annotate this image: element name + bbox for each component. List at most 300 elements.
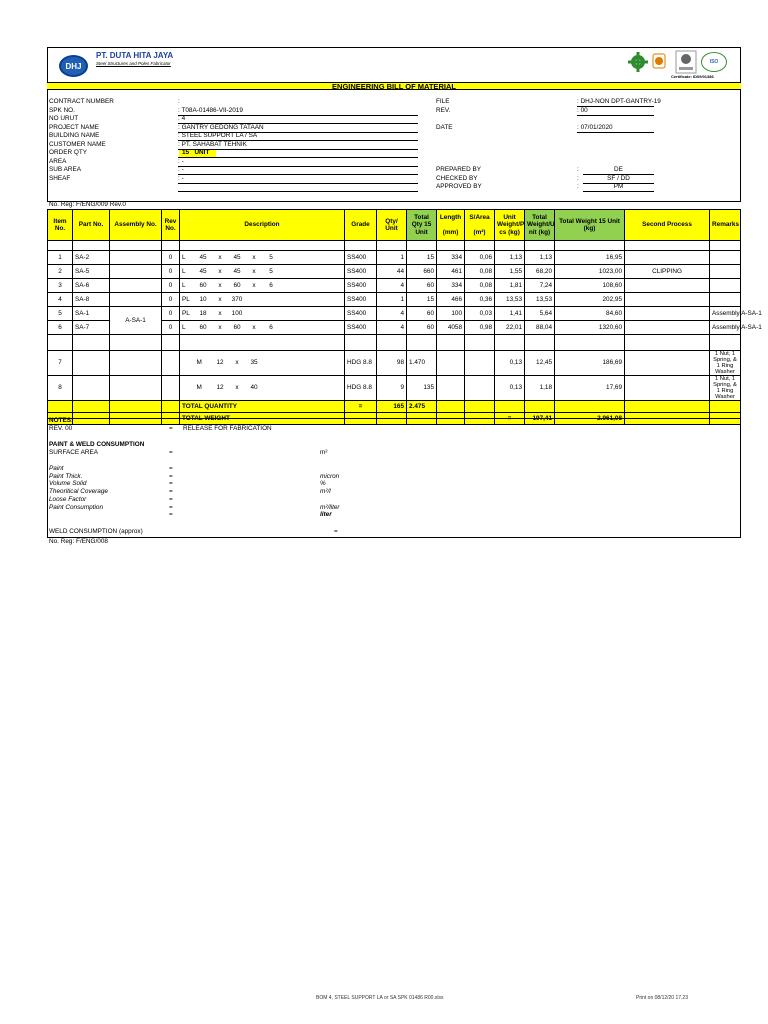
no-urut-text: 4 — [181, 115, 186, 122]
cell-grade: SS400 — [345, 279, 377, 293]
colon: : — [577, 166, 579, 173]
label-checked: CHECKED BY — [436, 175, 478, 182]
building-value: : STEEL SUPPORT LA / SA — [178, 132, 258, 139]
cell-desc-pad — [280, 265, 345, 279]
cell — [407, 241, 437, 251]
cell — [162, 401, 180, 413]
cell — [437, 335, 465, 351]
cell-length: 334 — [437, 279, 465, 293]
cell-qty: 4 — [377, 321, 407, 335]
cell-part — [73, 351, 110, 376]
cell-desc-pad — [280, 279, 345, 293]
cell-x1: x — [212, 293, 229, 307]
cell-dim2: 40 — [246, 376, 263, 401]
cell — [495, 335, 525, 351]
cell — [465, 241, 495, 251]
project-value: : GANTRY GEDONG TATAAN — [178, 124, 264, 131]
cell-grade: SS400 — [345, 307, 377, 321]
cell-desc-pad — [280, 351, 345, 376]
bom-table — [47, 209, 762, 425]
total-quantity-qty: 165 — [377, 401, 407, 413]
cell-desc-pad — [280, 321, 345, 335]
cell-unit-weight: 22,01 — [495, 321, 525, 335]
cell-remarks: 1 Nut, 1 Spring, & 1 Ring Washer — [710, 351, 741, 376]
cell-part: SA-7 — [73, 321, 110, 335]
cell-part — [73, 376, 110, 401]
cell-qty: 44 — [377, 265, 407, 279]
building-text: STEEL SUPPORT LA / SA — [181, 132, 258, 139]
document-title: ENGINEERING BILL OF MATERIAL — [332, 82, 456, 91]
cell-area — [465, 351, 495, 376]
cell — [555, 241, 625, 251]
colon: : — [577, 183, 579, 190]
cell-dim2: 60 — [229, 321, 246, 335]
cell-assembly — [110, 265, 162, 279]
cell-x2: x — [246, 321, 263, 335]
cell-total-weight: 1,13 — [525, 251, 555, 265]
table-row — [48, 351, 741, 376]
order-qty-value — [179, 150, 216, 157]
cell-assembly — [110, 279, 162, 293]
cell-total-weight: 5,64 — [525, 307, 555, 321]
cell-area: 0,06 — [465, 251, 495, 265]
volume-solid-eq: = — [169, 480, 173, 487]
project-text: GANTRY GEDONG TATAAN — [181, 124, 264, 131]
cell — [48, 401, 73, 413]
cell — [525, 401, 555, 413]
cell — [73, 335, 110, 351]
cell-x2 — [246, 307, 263, 321]
table-row — [48, 293, 741, 307]
cell-desc-pad — [280, 376, 345, 401]
cell-remarks: Assembly A-SA-1 — [710, 307, 741, 321]
cell-unit-weight: 1,55 — [495, 265, 525, 279]
footer-print-date: Print on 08/12/20 17.23 — [636, 995, 688, 1001]
cell-total-weight: 1,18 — [525, 376, 555, 401]
label-building: BUILDING NAME — [49, 132, 100, 139]
cell-part: SA-5 — [73, 265, 110, 279]
cell-total-weight: 88,04 — [525, 321, 555, 335]
cell-rev: 0 — [162, 293, 180, 307]
certificate-number: Certificate: ID09/01386 — [671, 74, 714, 79]
cell-assembly — [110, 251, 162, 265]
header-rev: Rev No. — [162, 210, 180, 241]
label-sub-area: SUB AREA — [49, 166, 81, 173]
total-quantity-tqty: 2.475 — [407, 401, 437, 413]
cell-profile: M — [195, 351, 212, 376]
sarea-label: S/Area — [469, 213, 490, 221]
cell-remarks — [710, 279, 741, 293]
table-row — [48, 251, 741, 265]
cell — [465, 401, 495, 413]
coverage-unit: m²/l — [320, 488, 331, 495]
paint-consumption-unit: m²/liter — [320, 504, 340, 511]
cell-profile: PL — [180, 307, 195, 321]
cell-length — [437, 351, 465, 376]
cell — [110, 335, 162, 351]
header-total-weight-15: Total Weight 15 Unit (kg) — [555, 210, 625, 241]
header-grade: Grade — [345, 210, 377, 241]
cell-area: 0,03 — [465, 307, 495, 321]
cell-item: 1 — [48, 251, 73, 265]
liter-unit: liter — [320, 511, 332, 518]
cell-remarks: 1 Nut, 1 Spring, & 1 Ring Washer — [710, 376, 741, 401]
header-total-weight-unit: Total Weight/U nit (kg) — [525, 210, 555, 241]
cell-dim1: 12 — [212, 376, 229, 401]
cell-total-weight: 13,53 — [525, 293, 555, 307]
table-row — [48, 265, 741, 279]
coverage-eq: = — [169, 488, 173, 495]
cell-length: 4058 — [437, 321, 465, 335]
table-row — [48, 307, 741, 321]
total-quantity-eq: = — [345, 401, 377, 413]
weld-consumption-label: WELD CONSUMPTION (approx) — [49, 528, 143, 535]
cell-remarks — [710, 293, 741, 307]
logo-text: DHJ — [65, 61, 82, 71]
underline — [577, 115, 654, 116]
cell-profile: L — [180, 279, 195, 293]
table-row — [48, 376, 741, 401]
cell-second — [625, 251, 710, 265]
cell-total-weight-15: 1023,00 — [555, 265, 625, 279]
cell-total-qty: 15 — [407, 251, 437, 265]
table-row-spacer — [48, 241, 741, 251]
table-row-spacer — [48, 335, 741, 351]
cell-second — [625, 376, 710, 401]
cell-total-weight: 7,24 — [525, 279, 555, 293]
loose-factor-eq: = — [169, 496, 173, 503]
cell-profile: M — [195, 376, 212, 401]
sheaf-value: : - — [178, 175, 184, 182]
cell-item: 4 — [48, 293, 73, 307]
cell-grade: SS400 — [345, 293, 377, 307]
header-description: Description — [180, 210, 345, 241]
cell-dim2: 45 — [229, 251, 246, 265]
underline — [178, 183, 418, 184]
cell-remarks: Assembly A-SA-1 — [710, 321, 741, 335]
label-customer: CUSTOMER NAME — [49, 141, 106, 148]
header-second-process: Second Process — [625, 210, 710, 241]
cell — [465, 335, 495, 351]
cell-item: 3 — [48, 279, 73, 293]
cell — [110, 241, 162, 251]
length-unit: (mm) — [442, 228, 459, 236]
loose-factor-label: Loose Factor — [49, 496, 87, 503]
cell-pad — [263, 376, 280, 401]
cell-part: SA-2 — [73, 251, 110, 265]
cell-qty: 4 — [377, 279, 407, 293]
cell-rev: 0 — [162, 321, 180, 335]
sub-area-value: : - — [178, 166, 184, 173]
cell-rev — [162, 376, 180, 401]
cell — [495, 401, 525, 413]
cell-total-weight-15: 108,60 — [555, 279, 625, 293]
prepared-value: DE — [614, 166, 623, 173]
cell-item: 7 — [48, 351, 73, 376]
cell-second: CLIPPING — [625, 265, 710, 279]
reg-number-top: No. Reg: F/ENG/009 Rev.0 — [49, 201, 126, 208]
volume-solid-unit: % — [320, 480, 326, 487]
weld-consumption-eq: = — [334, 528, 338, 535]
cell — [437, 241, 465, 251]
cell-unit-weight: 13,53 — [495, 293, 525, 307]
cell — [710, 401, 741, 413]
cell-grade: SS400 — [345, 265, 377, 279]
cell — [162, 241, 180, 251]
cell — [48, 335, 73, 351]
cell-dim2: 45 — [229, 265, 246, 279]
paint-thick-label: Paint Thick. — [49, 473, 83, 480]
cell-item: 6 — [48, 321, 73, 335]
underline — [178, 123, 418, 124]
underline — [178, 149, 418, 150]
paint-weld-title: PAINT & WELD CONSUMPTION — [49, 441, 145, 448]
colon: : — [577, 175, 579, 182]
paint-thick-eq: = — [169, 473, 173, 480]
table-row — [48, 279, 741, 293]
cell-second — [625, 321, 710, 335]
cell-dim1: 45 — [195, 251, 212, 265]
cell — [625, 335, 710, 351]
reg-number-bottom: No. Reg: F/ENG/008 — [49, 538, 108, 545]
liter-eq: = — [169, 511, 173, 518]
cell-dim1: 60 — [195, 279, 212, 293]
cell-total-weight-15: 202,95 — [555, 293, 625, 307]
cert-gear-icon — [626, 52, 650, 72]
cell-length: 466 — [437, 293, 465, 307]
cell-total-weight-15: 16,95 — [555, 251, 625, 265]
header-item: Item No. — [48, 210, 73, 241]
customer-text: PT. SAHABAT TEHNIK — [181, 141, 247, 148]
cell-total-qty: 60 — [407, 321, 437, 335]
cell-part: SA-6 — [73, 279, 110, 293]
cert-iso-text: ISO — [709, 59, 719, 65]
cell-x1: x — [212, 251, 229, 265]
total-weight-label: TOTAL WEIGHT — [180, 413, 345, 425]
rev-text: 00 — [580, 107, 588, 114]
cell — [377, 335, 407, 351]
cell-area: 0,08 — [465, 265, 495, 279]
cell-desc-pad — [280, 293, 345, 307]
cell-rev: 0 — [162, 279, 180, 293]
paint-thick-unit: micron — [320, 473, 340, 480]
cell-x2: x — [246, 265, 263, 279]
header-qty-unit: Qty/ Unit — [377, 210, 407, 241]
cell-rev: 0 — [162, 265, 180, 279]
cell-x2: x — [246, 279, 263, 293]
cell-area: 0,98 — [465, 321, 495, 335]
cell-x1: x — [229, 376, 246, 401]
table-header — [48, 210, 741, 241]
cell-total-weight: 68,20 — [525, 265, 555, 279]
no-urut-value: : 4 — [178, 115, 186, 122]
notes-section — [47, 418, 741, 538]
total-quantity-label: TOTAL QUANTITY — [180, 401, 345, 413]
cell — [555, 335, 625, 351]
cell-item: 5 — [48, 307, 73, 321]
cell-dim1: 10 — [195, 293, 212, 307]
cell — [180, 335, 345, 351]
coverage-label: Theoritical Coverage — [49, 488, 108, 495]
cell-assembly — [110, 351, 162, 376]
header-length — [437, 210, 465, 241]
cell-length: 461 — [437, 265, 465, 279]
underline — [178, 191, 418, 192]
cell — [710, 241, 741, 251]
colon: : — [178, 98, 180, 105]
cell-total-qty: 135 — [407, 376, 437, 401]
cell — [162, 335, 180, 351]
cell-unit-weight: 1,41 — [495, 307, 525, 321]
cell — [495, 241, 525, 251]
cell-rev: 0 — [162, 307, 180, 321]
cert-emblem-icon — [675, 50, 697, 74]
cell-total-qty: 15 — [407, 293, 437, 307]
label-contract: CONTRACT NUMBER — [49, 98, 114, 105]
file-value: : DHJ-NON DPT-GANTRY-19 — [577, 98, 661, 105]
cell — [73, 401, 110, 413]
cell-dim2: 370 — [229, 293, 246, 307]
cell-length — [437, 376, 465, 401]
cell-second — [625, 293, 710, 307]
cell-pad — [180, 351, 195, 376]
cell-x1: x — [212, 265, 229, 279]
cell-total-qty: 1.470 — [407, 351, 437, 376]
surface-area-label: SURFACE AREA — [49, 449, 99, 456]
label-project: PROJECT NAME — [49, 124, 99, 131]
cert-iso-badge — [701, 52, 727, 72]
total-weight-unit: 197,41 — [525, 413, 555, 425]
cell-assembly-merged: A-SA-1 — [110, 307, 162, 335]
surface-area-unit: m² — [320, 449, 328, 456]
cell-dim3: 5 — [263, 251, 280, 265]
cell-second — [625, 279, 710, 293]
cell-dim3: 5 — [263, 265, 280, 279]
label-rev: REV. — [436, 107, 451, 114]
header-part: Part No. — [73, 210, 110, 241]
underline — [178, 174, 418, 175]
cell-second — [625, 351, 710, 376]
cell — [625, 241, 710, 251]
underline — [178, 166, 418, 167]
cell-profile: L — [180, 251, 195, 265]
cell-assembly — [110, 293, 162, 307]
cell-total-qty: 60 — [407, 279, 437, 293]
cell-unit-weight: 1,13 — [495, 251, 525, 265]
cell-total-qty: 60 — [407, 307, 437, 321]
footer-filename: BOM 4, STEEL SUPPORT LA or SA SPK 01486 R00.xlsx — [316, 995, 444, 1001]
cell-qty: 9 — [377, 376, 407, 401]
cell-grade: HDG 8.8 — [345, 376, 377, 401]
cell-pad — [263, 351, 280, 376]
cell — [710, 335, 741, 351]
spk-value: : T08A-01486-VII-2019 — [178, 107, 243, 114]
cell-total-weight-15: 186,69 — [555, 351, 625, 376]
order-qty-number: 15 — [182, 149, 190, 156]
company-name: PT. DUTA HITA JAYA — [96, 51, 174, 60]
order-qty-unit: UNIT — [194, 149, 210, 156]
cell-dim1: 45 — [195, 265, 212, 279]
cell-x2 — [246, 293, 263, 307]
cell-profile: L — [180, 321, 195, 335]
customer-value: : PT. SAHABAT TEHNIK — [178, 141, 247, 148]
cell-total-weight-15: 1320,60 — [555, 321, 625, 335]
cell — [345, 335, 377, 351]
cell-unit-weight: 0,13 — [495, 376, 525, 401]
total-quantity-row — [48, 401, 741, 413]
cell-dim3 — [263, 293, 280, 307]
cell-rev: 0 — [162, 251, 180, 265]
cell-assembly — [110, 376, 162, 401]
sheaf-text: - — [181, 175, 184, 182]
underline — [178, 157, 418, 158]
volume-solid-label: Volume Solid — [49, 480, 87, 487]
total-weight-15: 2.961,08 — [555, 413, 625, 425]
cell-desc-pad — [280, 251, 345, 265]
paint-consumption-eq: = — [169, 504, 173, 511]
label-area: AREA — [49, 158, 67, 165]
area-value: : - — [178, 158, 184, 165]
cell-item: 2 — [48, 265, 73, 279]
header-total-qty: Total Qty 15 Unit — [407, 210, 437, 241]
paint-consumption-label: Paint Consumption — [49, 504, 103, 511]
cell-profile: L — [180, 265, 195, 279]
cell-desc-pad — [280, 307, 345, 321]
length-label: Length — [439, 213, 462, 221]
underline — [583, 191, 654, 192]
cell-total-weight-15: 84,60 — [555, 307, 625, 321]
cert-shield-icon — [652, 52, 666, 72]
cell — [437, 401, 465, 413]
cell — [180, 241, 345, 251]
rev-value: : 00 — [577, 107, 588, 114]
cell-grade: HDG 8.8 — [345, 351, 377, 376]
header-remarks: Remarks — [710, 210, 741, 241]
cell-area — [465, 376, 495, 401]
cell-qty: 4 — [377, 307, 407, 321]
cell-part: SA-1 — [73, 307, 110, 321]
cell-profile: PL — [180, 293, 195, 307]
label-spk: SPK NO. — [49, 107, 75, 114]
cell — [345, 241, 377, 251]
label-approved: APPROVED BY — [436, 183, 482, 190]
header-sarea — [465, 210, 495, 241]
cell-dim3 — [263, 307, 280, 321]
cell-length: 100 — [437, 307, 465, 321]
underline — [577, 132, 654, 133]
cell-remarks — [710, 251, 741, 265]
cell-part: SA-8 — [73, 293, 110, 307]
cell-area: 0,36 — [465, 293, 495, 307]
surface-area-eq: = — [169, 449, 173, 456]
cell-area: 0,08 — [465, 279, 495, 293]
area-text: - — [181, 158, 184, 165]
cell-dim3: 6 — [263, 321, 280, 335]
cell-pad — [180, 376, 195, 401]
cell — [555, 401, 625, 413]
cell-x1: x — [229, 351, 246, 376]
cell-total-qty: 660 — [407, 265, 437, 279]
cell-grade: SS400 — [345, 321, 377, 335]
cell — [377, 241, 407, 251]
file-text: DHJ-NON DPT-GANTRY-19 — [580, 98, 661, 105]
cell-dim1: 60 — [195, 321, 212, 335]
cell-qty: 98 — [377, 351, 407, 376]
cell-qty: 1 — [377, 251, 407, 265]
cell-qty: 1 — [377, 293, 407, 307]
cell-dim2: 35 — [246, 351, 263, 376]
notes-title: NOTES: — [49, 417, 74, 424]
